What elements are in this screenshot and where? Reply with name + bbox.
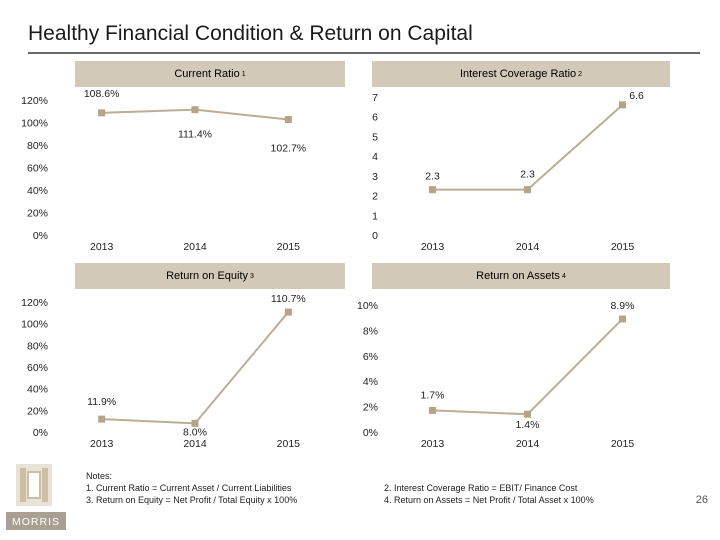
x-tick-label: 2013 <box>89 241 114 253</box>
data-label: 1.7% <box>420 389 445 402</box>
y-tick-label: 60% <box>26 362 48 374</box>
y-tick-label: 8% <box>362 325 378 338</box>
y-tick-label: 2% <box>362 401 378 414</box>
y-tick-label: 2 <box>372 190 378 203</box>
footnote-ref: 3 <box>250 272 254 280</box>
y-tick-label: 4 <box>372 151 378 164</box>
page-title: Healthy Financial Condition & Return on Capital <box>28 22 473 45</box>
y-tick-label: 0 <box>372 230 378 242</box>
y-tick-label: 6% <box>362 350 378 363</box>
note-item: 2. Interest Coverage Ratio = EBIT/ Finance Cost <box>384 483 578 493</box>
note-item: 4. Return on Assets = Net Profit / Total Asset x 100% <box>384 495 594 505</box>
x-tick-label: 2015 <box>610 241 635 253</box>
data-point <box>524 411 531 418</box>
y-tick-label: 4% <box>362 376 378 389</box>
x-tick-label: 2013 <box>89 438 114 450</box>
x-tick-label: 2014 <box>515 241 540 253</box>
y-tick-label: 0% <box>362 427 378 439</box>
y-tick-label: 60% <box>26 162 48 175</box>
y-tick-label: 40% <box>26 185 48 197</box>
data-label: 8.0% <box>183 426 207 439</box>
data-label: 8.9% <box>610 299 635 312</box>
morris-logo <box>6 462 66 532</box>
notes-right <box>384 482 594 506</box>
y-tick-label: 80% <box>26 140 48 152</box>
data-label: 1.4% <box>515 419 540 432</box>
y-tick-label: 6 <box>372 111 378 124</box>
y-tick-label: 0% <box>32 427 48 439</box>
y-tick-label: 7 <box>372 92 378 104</box>
band-title: Return on Assets <box>476 270 560 282</box>
data-point <box>619 315 626 322</box>
x-tick-label: 2013 <box>420 241 445 253</box>
y-tick-label: 5 <box>372 131 378 144</box>
brand-name: MORRIS <box>12 516 60 528</box>
x-tick-label: 2015 <box>276 241 301 253</box>
footnote-ref: 2 <box>578 70 583 78</box>
y-tick-label: 0% <box>32 230 48 242</box>
y-tick-label: 120% <box>21 297 48 309</box>
y-tick-label: 80% <box>26 340 48 353</box>
band-title: Return on Equity <box>166 270 249 282</box>
note-item: 3. Return on Equity = Net Profit / Total Equity x 100% <box>86 495 298 505</box>
x-tick-label: 2015 <box>610 438 635 450</box>
x-tick-label: 2014 <box>183 438 207 450</box>
band-title: Interest Coverage Ratio <box>459 68 577 80</box>
x-tick-label: 2014 <box>515 438 540 450</box>
y-tick-label: 3 <box>372 170 378 183</box>
y-tick-label: 120% <box>21 95 48 107</box>
data-label: 11.9% <box>87 396 117 409</box>
y-tick-label: 100% <box>21 117 48 130</box>
y-tick-label: 20% <box>26 405 48 418</box>
band-title: Current Ratio <box>174 68 240 80</box>
x-tick-label: 2015 <box>276 438 301 450</box>
data-point <box>429 407 436 414</box>
data-label: 111.4% <box>177 128 213 141</box>
data-label: 6.6 <box>629 89 644 102</box>
footnote-ref: 4 <box>561 272 566 280</box>
x-tick-label: 2014 <box>183 241 207 253</box>
notes-heading: Notes: <box>86 471 113 481</box>
note-item: 1. Current Ratio = Current Asset / Current Liabilities <box>86 483 292 493</box>
y-tick-label: 20% <box>26 207 48 220</box>
data-label: 102.7% <box>270 142 307 155</box>
footnote-ref: 1 <box>241 70 246 78</box>
data-label: 108.6% <box>83 87 120 100</box>
page-number: 26 <box>695 494 708 506</box>
y-tick-label: 40% <box>26 383 48 396</box>
series-line <box>433 319 623 414</box>
data-label: 2.3 <box>520 168 535 181</box>
data-label: 2.3 <box>425 170 440 183</box>
y-tick-label: 100% <box>21 318 48 331</box>
x-tick-label: 2013 <box>420 438 445 450</box>
notes-left <box>86 470 297 506</box>
y-tick-label: 1 <box>372 210 378 223</box>
y-tick-label: 10% <box>356 300 378 312</box>
data-label: 110.7% <box>270 293 306 306</box>
